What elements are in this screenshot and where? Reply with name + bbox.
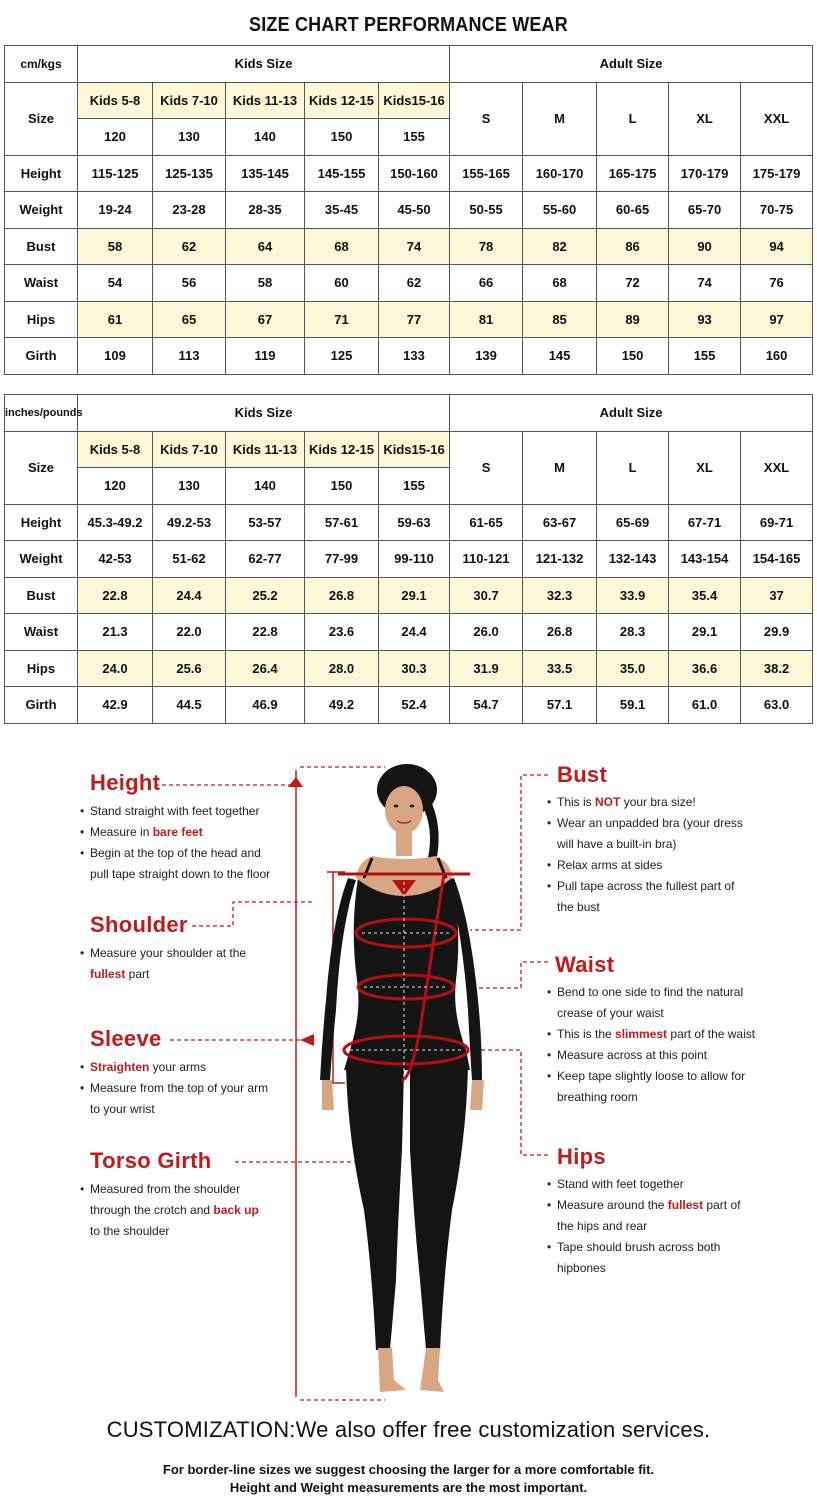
table-cell: 77-99: [305, 541, 379, 578]
kids-size-cell: Kids 7-10: [153, 431, 226, 468]
table-row: [5, 155, 813, 192]
table-cell: 52.4: [379, 687, 450, 724]
table-cell: 133: [379, 338, 450, 375]
hips-instructions: [547, 1174, 740, 1279]
table-cell: 30.7: [450, 577, 523, 614]
table-cell: 139: [450, 338, 523, 375]
row-label: Waist: [5, 265, 78, 302]
list-item: • Begin at the top of the head and pull tape straight down to the floor: [80, 843, 270, 885]
table-cell: 58: [226, 265, 305, 302]
table-cell: 74: [379, 228, 450, 265]
table-cell: 67: [226, 301, 305, 338]
table-cell: 77: [379, 301, 450, 338]
table-cell: 28.3: [597, 614, 669, 651]
list-item: • Wear an unpadded bra (your dress will have a built-in bra): [547, 813, 743, 855]
table-cell: 165-175: [597, 155, 669, 192]
table-cell: 29.9: [741, 614, 813, 651]
table-cell: 33.9: [597, 577, 669, 614]
table-cell: 143-154: [669, 541, 741, 578]
row-label: Hips: [5, 650, 78, 687]
kids-size-cell: Kids15-16: [379, 82, 450, 119]
table-cell: 58: [78, 228, 153, 265]
table-cell: 21.3: [78, 614, 153, 651]
table-cell: 28.0: [305, 650, 379, 687]
table-row: [5, 301, 813, 338]
table-cell: 33.5: [523, 650, 597, 687]
table-cell: 110-121: [450, 541, 523, 578]
adult-size-cell: L: [597, 82, 669, 155]
table-row: [5, 504, 813, 541]
table-cell: 89: [597, 301, 669, 338]
table-cell: 145: [523, 338, 597, 375]
table-cell: 62-77: [226, 541, 305, 578]
list-item: • Measure in bare feet: [80, 822, 270, 843]
table-cell: 63-67: [523, 504, 597, 541]
height-instructions: [80, 801, 270, 885]
bust-instructions: [547, 792, 743, 918]
list-item: • Stand with feet together: [547, 1174, 740, 1195]
table-cell: 78: [450, 228, 523, 265]
table-cell: 60: [305, 265, 379, 302]
table-cell: 93: [669, 301, 741, 338]
table-cell: 74: [669, 265, 741, 302]
list-item: • Keep tape slightly loose to allow for breathing room: [547, 1066, 755, 1108]
table-cell: 99-110: [379, 541, 450, 578]
customization-banner: CUSTOMIZATION:We also offer free customization services.: [106, 1417, 711, 1442]
kids-number-cell: 150: [305, 468, 379, 505]
table-cell: 22.8: [226, 614, 305, 651]
adult-size-cell: M: [523, 431, 597, 504]
sleeve-instructions: [80, 1057, 268, 1120]
table-cell: 145-155: [305, 155, 379, 192]
table-cell: 160-170: [523, 155, 597, 192]
table-cell: 45.3-49.2: [78, 504, 153, 541]
table-cell: 119: [226, 338, 305, 375]
list-item: • Pull tape across the fullest part of the bust: [547, 876, 743, 918]
kids-number-cell: 140: [226, 119, 305, 156]
adult-size-cell: S: [450, 82, 523, 155]
table-cell: 61.0: [669, 687, 741, 724]
shoulder-heading: Shoulder: [90, 912, 188, 937]
table-cell: 24.4: [153, 577, 226, 614]
kids-number-cell: 155: [379, 468, 450, 505]
table-cell: 24.0: [78, 650, 153, 687]
row-label: Hips: [5, 301, 78, 338]
table-cell: 37: [741, 577, 813, 614]
table-cell: 35.0: [597, 650, 669, 687]
table-cell: 121-132: [523, 541, 597, 578]
list-item: • Bend to one side to find the natural crease of your waist: [547, 982, 755, 1024]
table-cell: 26.0: [450, 614, 523, 651]
row-label: Weight: [5, 192, 78, 229]
list-item: • Measure across at this point: [547, 1045, 755, 1066]
table-cell: 109: [78, 338, 153, 375]
table-cell: 59-63: [379, 504, 450, 541]
table-cell: 29.1: [669, 614, 741, 651]
table-cell: 61-65: [450, 504, 523, 541]
table-cell: 65-70: [669, 192, 741, 229]
table-cell: 56: [153, 265, 226, 302]
bust-heading: Bust: [557, 762, 608, 787]
adult-size-cell: XL: [669, 82, 741, 155]
table-cell: 85: [523, 301, 597, 338]
table-cell: 55-60: [523, 192, 597, 229]
size-label: Size: [5, 82, 78, 155]
row-label: Bust: [5, 228, 78, 265]
row-label: Girth: [5, 338, 78, 375]
table-cell: 175-179: [741, 155, 813, 192]
height-heading: Height: [90, 770, 161, 795]
row-label: Height: [5, 155, 78, 192]
table-cell: 62: [379, 265, 450, 302]
table-cell: 42-53: [78, 541, 153, 578]
table-cell: 97: [741, 301, 813, 338]
table-cell: 125-135: [153, 155, 226, 192]
adult-size-cell: XL: [669, 431, 741, 504]
table-cell: 32.3: [523, 577, 597, 614]
kids-number-cell: 155: [379, 119, 450, 156]
size-label: Size: [5, 431, 78, 504]
kids-size-cell: Kids 12-15: [305, 431, 379, 468]
list-item: • Measured from the shoulder through the crotch and back up to the shoulder: [80, 1179, 259, 1242]
kids-size-cell: Kids 7-10: [153, 82, 226, 119]
table-row: [5, 541, 813, 578]
table-cell: 70-75: [741, 192, 813, 229]
kids-size-cell: Kids 11-13: [226, 82, 305, 119]
measurement-guide: [0, 750, 817, 1410]
table-cell: 82: [523, 228, 597, 265]
table-cell: 29.1: [379, 577, 450, 614]
kids-size-cell: Kids 11-13: [226, 431, 305, 468]
table-cell: 68: [305, 228, 379, 265]
torso-girth-heading: Torso Girth: [90, 1148, 212, 1173]
adult-size-header: Adult Size: [450, 46, 813, 83]
table-cell: 23.6: [305, 614, 379, 651]
kids-number-cell: 150: [305, 119, 379, 156]
list-item: • Relax arms at sides: [547, 855, 743, 876]
table-cell: 69-71: [741, 504, 813, 541]
table-cell: 45-50: [379, 192, 450, 229]
imperial-size-table: [4, 394, 813, 724]
table-cell: 35-45: [305, 192, 379, 229]
kids-size-cell: Kids 5-8: [78, 431, 153, 468]
list-item: • Tape should brush across both hipbones: [547, 1237, 740, 1279]
adult-size-cell: XXL: [741, 431, 813, 504]
table-row: [5, 192, 813, 229]
list-item: • Measure around the fullest part of the hips and rear: [547, 1195, 740, 1237]
table-cell: 24.4: [379, 614, 450, 651]
row-label: Girth: [5, 687, 78, 724]
table-cell: 23-28: [153, 192, 226, 229]
table-row: [5, 614, 813, 651]
table-cell: 25.2: [226, 577, 305, 614]
table-cell: 31.9: [450, 650, 523, 687]
adult-size-cell: M: [523, 82, 597, 155]
table-cell: 44.5: [153, 687, 226, 724]
table-cell: 160: [741, 338, 813, 375]
table-cell: 50-55: [450, 192, 523, 229]
table-cell: 81: [450, 301, 523, 338]
table-cell: 63.0: [741, 687, 813, 724]
table-cell: 155-165: [450, 155, 523, 192]
list-item: • Straighten your arms: [80, 1057, 268, 1078]
table-cell: 72: [597, 265, 669, 302]
table-cell: 25.6: [153, 650, 226, 687]
kids-size-header: Kids Size: [78, 46, 450, 83]
waist-heading: Waist: [555, 952, 615, 977]
shoulder-instructions: [80, 943, 246, 985]
hips-heading: Hips: [557, 1144, 606, 1169]
list-item: • Stand straight with feet together: [80, 801, 270, 822]
list-item: • Measure from the top of your arm to your wrist: [80, 1078, 268, 1120]
table-row: [5, 577, 813, 614]
table-row: [5, 650, 813, 687]
table-cell: 60-65: [597, 192, 669, 229]
table-cell: 22.0: [153, 614, 226, 651]
table-cell: 61: [78, 301, 153, 338]
row-label: Height: [5, 504, 78, 541]
table-cell: 68: [523, 265, 597, 302]
table-cell: 86: [597, 228, 669, 265]
table-cell: 57-61: [305, 504, 379, 541]
table-cell: 19-24: [78, 192, 153, 229]
kids-size-header: Kids Size: [78, 395, 450, 432]
table-cell: 132-143: [597, 541, 669, 578]
table-cell: 94: [741, 228, 813, 265]
table-cell: 30.3: [379, 650, 450, 687]
table-cell: 135-145: [226, 155, 305, 192]
kids-number-cell: 130: [153, 468, 226, 505]
kids-size-cell: Kids15-16: [379, 431, 450, 468]
table-cell: 35.4: [669, 577, 741, 614]
kids-number-cell: 120: [78, 119, 153, 156]
metric-size-table: [4, 45, 813, 375]
kids-number-cell: 140: [226, 468, 305, 505]
fit-note: For border-line sizes we suggest choosing the larger for a more comfortable fit.: [162, 1462, 655, 1477]
table-cell: 26.8: [523, 614, 597, 651]
table-cell: 76: [741, 265, 813, 302]
list-item: • Measure your shoulder at the fullest part: [80, 943, 246, 985]
table-cell: 67-71: [669, 504, 741, 541]
table-cell: 155: [669, 338, 741, 375]
table-cell: 26.8: [305, 577, 379, 614]
table-cell: 115-125: [78, 155, 153, 192]
kids-number-cell: 130: [153, 119, 226, 156]
table-cell: 57.1: [523, 687, 597, 724]
table-cell: 62: [153, 228, 226, 265]
table-cell: 90: [669, 228, 741, 265]
table-cell: 42.9: [78, 687, 153, 724]
row-label: Waist: [5, 614, 78, 651]
adult-size-cell: L: [597, 431, 669, 504]
chart-title: SIZE CHART PERFORMANCE WEAR: [249, 14, 568, 36]
table-cell: 71: [305, 301, 379, 338]
table-cell: 38.2: [741, 650, 813, 687]
row-label: Weight: [5, 541, 78, 578]
table-cell: 65: [153, 301, 226, 338]
table-cell: 59.1: [597, 687, 669, 724]
table-cell: 125: [305, 338, 379, 375]
adult-size-header: Adult Size: [450, 395, 813, 432]
table-cell: 54.7: [450, 687, 523, 724]
kids-size-cell: Kids 12-15: [305, 82, 379, 119]
table-cell: 36.6: [669, 650, 741, 687]
unit-label: cm/kgs: [5, 46, 78, 83]
table-cell: 65-69: [597, 504, 669, 541]
table-row: [5, 338, 813, 375]
table-cell: 26.4: [226, 650, 305, 687]
table-row: [5, 265, 813, 302]
unit-label: inches/pounds: [5, 395, 78, 432]
list-item: • This is the slimmest part of the waist: [547, 1024, 755, 1045]
sleeve-heading: Sleeve: [90, 1026, 162, 1051]
table-cell: 49.2: [305, 687, 379, 724]
waist-instructions: [547, 982, 755, 1108]
table-cell: 22.8: [78, 577, 153, 614]
kids-size-cell: Kids 5-8: [78, 82, 153, 119]
table-cell: 53-57: [226, 504, 305, 541]
table-cell: 170-179: [669, 155, 741, 192]
table-row: [5, 687, 813, 724]
table-cell: 54: [78, 265, 153, 302]
torso-girth-instructions: [80, 1179, 259, 1242]
row-label: Bust: [5, 577, 78, 614]
table-cell: 154-165: [741, 541, 813, 578]
table-cell: 113: [153, 338, 226, 375]
table-cell: 66: [450, 265, 523, 302]
table-cell: 49.2-53: [153, 504, 226, 541]
table-cell: 150: [597, 338, 669, 375]
table-cell: 46.9: [226, 687, 305, 724]
list-item: • This is NOT your bra size!: [547, 792, 743, 813]
adult-size-cell: XXL: [741, 82, 813, 155]
table-cell: 150-160: [379, 155, 450, 192]
table-cell: 64: [226, 228, 305, 265]
measurement-note: Height and Weight measurements are the most important.: [229, 1480, 588, 1495]
table-row: [5, 228, 813, 265]
table-cell: 28-35: [226, 192, 305, 229]
table-cell: 51-62: [153, 541, 226, 578]
kids-number-cell: 120: [78, 468, 153, 505]
adult-size-cell: S: [450, 431, 523, 504]
